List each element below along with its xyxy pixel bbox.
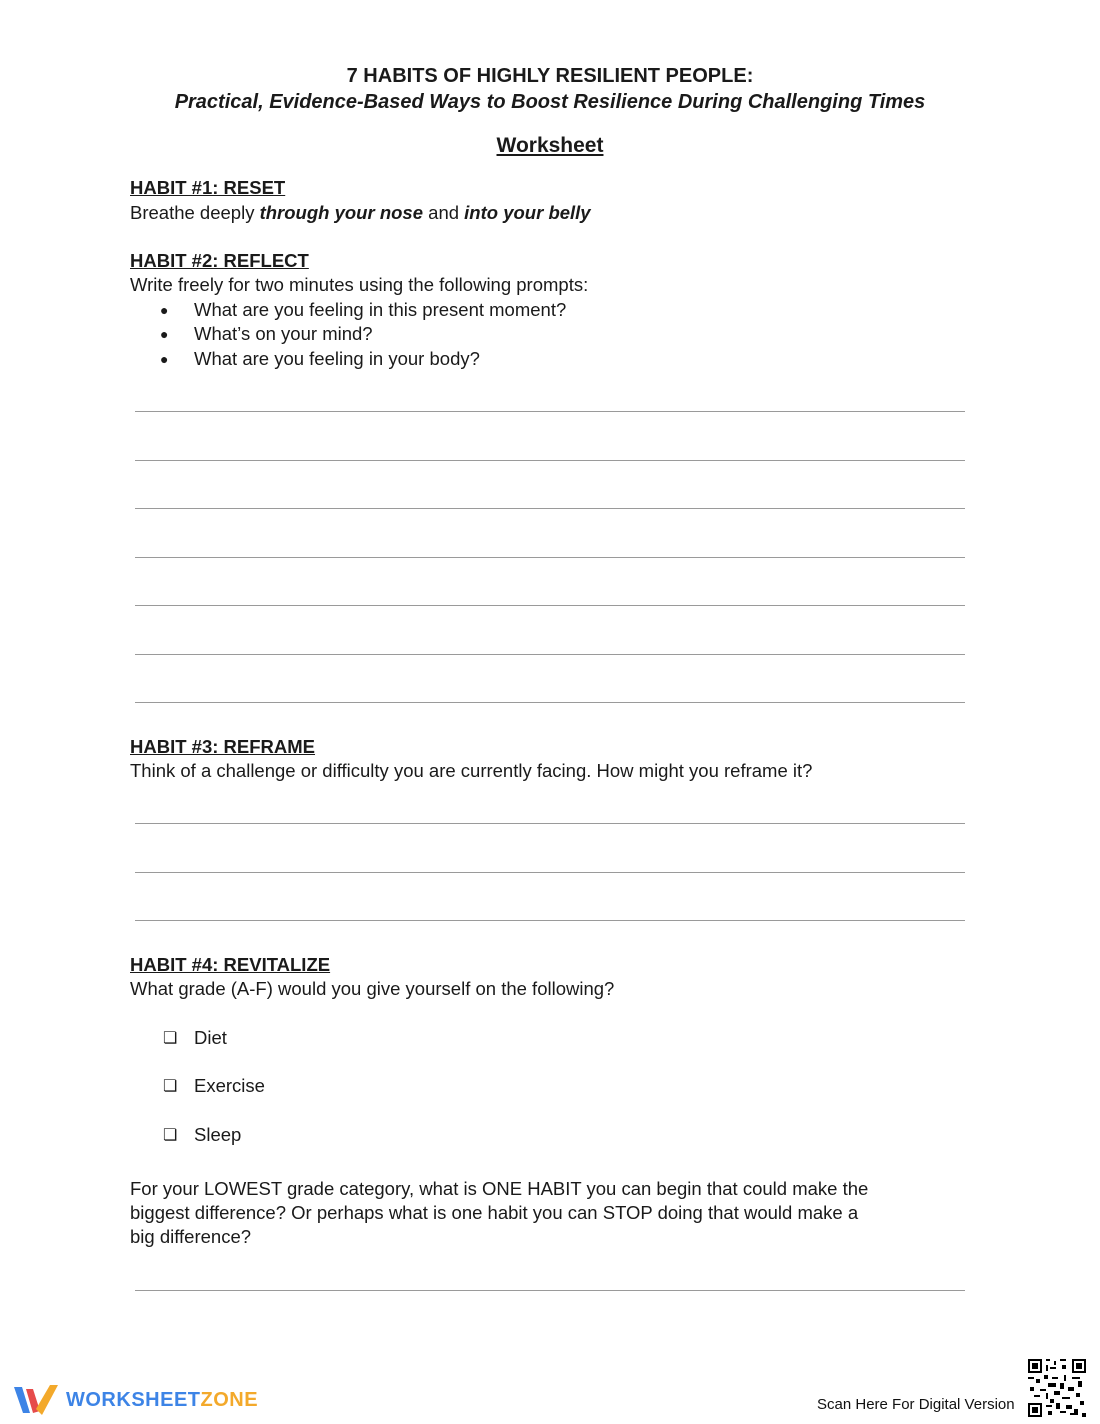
- habit2-intro: Write freely for two minutes using the following prompts:: [130, 274, 589, 295]
- habit1-text-d: into your belly: [464, 202, 591, 223]
- habit4-item-exercise: Exercise: [194, 1075, 265, 1096]
- habit4-item-sleep: Sleep: [194, 1124, 242, 1145]
- habit4-intro: What grade (A-F) would you give yourself on the following?: [130, 978, 615, 999]
- writing-line[interactable]: [135, 823, 965, 824]
- logo-text-part2: ZONE: [200, 1388, 259, 1411]
- habit1-text: [130, 201, 591, 226]
- bullet-icon: ●: [160, 351, 169, 367]
- writing-line[interactable]: [135, 605, 965, 606]
- bullet-icon: ●: [160, 302, 169, 318]
- writing-line[interactable]: [135, 702, 965, 703]
- habit4-followup-line: biggest difference? Or perhaps what is one habit you can STOP doing that would make a: [130, 1202, 859, 1223]
- habit1-text-c: and: [423, 202, 465, 223]
- habit2-heading: HABIT #2: REFLECT: [130, 250, 309, 271]
- habit2-prompt: What are you feeling in your body?: [194, 348, 480, 369]
- habit1-text-b: through your nose: [259, 202, 424, 223]
- worksheet-subtitle: Practical, Evidence-Based Ways to Boost Resilience During Challenging Times: [174, 91, 926, 113]
- writing-line[interactable]: [135, 1290, 965, 1291]
- logo-text: [66, 1389, 258, 1412]
- habit4-item-diet: Diet: [194, 1027, 227, 1048]
- checkbox-icon[interactable]: ❏: [163, 1078, 178, 1095]
- logo-text-part1: WORKSHEET: [66, 1388, 201, 1411]
- scan-text: Scan Here For Digital Version: [817, 1396, 1015, 1413]
- checkbox-icon[interactable]: ❏: [163, 1127, 178, 1144]
- bullet-icon: ●: [160, 326, 169, 342]
- habit4-followup-line: big difference?: [130, 1226, 252, 1247]
- habit1-text-a: Breathe deeply: [130, 202, 260, 223]
- habit3-heading: HABIT #3: REFRAME: [130, 736, 316, 757]
- habit4-heading: HABIT #4: REVITALIZE: [130, 954, 331, 975]
- worksheet-title: 7 HABITS OF HIGHLY RESILIENT PEOPLE:: [346, 65, 754, 87]
- writing-line[interactable]: [135, 508, 965, 509]
- writing-line[interactable]: [135, 460, 965, 461]
- qr-code-icon[interactable]: [1028, 1359, 1086, 1417]
- habit1-heading: HABIT #1: RESET: [130, 177, 286, 198]
- writing-line[interactable]: [135, 557, 965, 558]
- habit2-prompt: What are you feeling in this present moment?: [194, 299, 567, 320]
- writing-line[interactable]: [135, 654, 965, 655]
- checkbox-icon[interactable]: ❏: [163, 1030, 178, 1047]
- worksheet-label: Worksheet: [496, 134, 604, 157]
- habit4-followup-line: For your LOWEST grade category, what is ONE HABIT you can begin that could make the: [130, 1178, 869, 1199]
- worksheetzone-logo-icon: [14, 1383, 60, 1417]
- habit2-prompt: What’s on your mind?: [194, 323, 373, 344]
- writing-line[interactable]: [135, 920, 965, 921]
- habit3-intro: Think of a challenge or difficulty you are currently facing. How might you reframe it?: [130, 760, 813, 781]
- worksheetzone-logo[interactable]: [14, 1383, 258, 1417]
- writing-line[interactable]: [135, 872, 965, 873]
- writing-line[interactable]: [135, 411, 965, 412]
